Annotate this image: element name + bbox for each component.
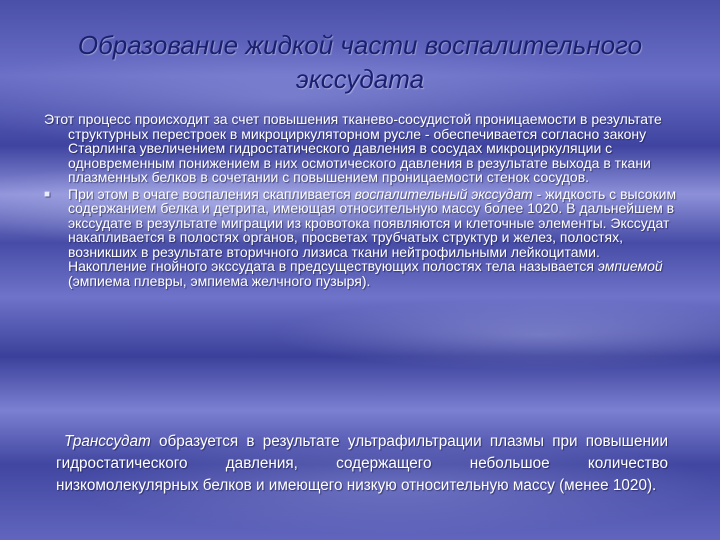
- term-inflammatory-exudate: воспалительный экссудат: [354, 185, 533, 202]
- title-line-1: Образование жидкой части воспалительного: [77, 30, 643, 60]
- slide-title: [40, 28, 680, 96]
- bullet-text-c: (эмпиема плевры, эмпиема желчного пузыря).: [68, 272, 371, 289]
- term-empyema: эмпиемой: [597, 258, 663, 274]
- bullet-text-a: При этом в очаге воспаления скапливается: [68, 185, 355, 202]
- square-bullet-icon: ■: [44, 188, 51, 200]
- paragraph-transudate-text: образуется в результате ультрафильтрации плазмы при повышении гидростатического давления, содержащего небольшое количество низкомолекулярных белков и имеющего низкую относительную массу (менее 1020).: [56, 433, 668, 495]
- bullet-text-b: - жидкость с высоким содержанием белка и детрита, имеющая относительную массу более 1020. В дальнейшем в экссудате в результате миграции из кровотока появляются и клеточные элементы. Экссудат накапливается в полостях органов, просветах трубчатых структур и желез, полостях, возникших в результате вторичного лизиса ткани нейтрофильными лейкоцитами. Накопление гнойного экссудата в предсуществующих полостях тела называется: [68, 185, 677, 274]
- paragraph-process: Этот процесс происходит за счет повышения тканево-сосудистой проницаемости в результате структурных перестроек в микроциркуляторном русле - обеспечивается согласно закону Старлинга увеличением гидростатического давления в сосудах микроциркуляции с одновременным понижением в них осмотического давления в результате выхода в ткани плазменных белков в сочетании с повышением проницаемости стенок сосудов.: [44, 111, 662, 185]
- bullet-item-exudate: [44, 187, 680, 289]
- paragraph-transudate: [56, 431, 668, 497]
- title-line-2: экссудата: [295, 64, 425, 94]
- term-transudate: Транссудат: [64, 433, 151, 451]
- slide-body: [44, 112, 680, 288]
